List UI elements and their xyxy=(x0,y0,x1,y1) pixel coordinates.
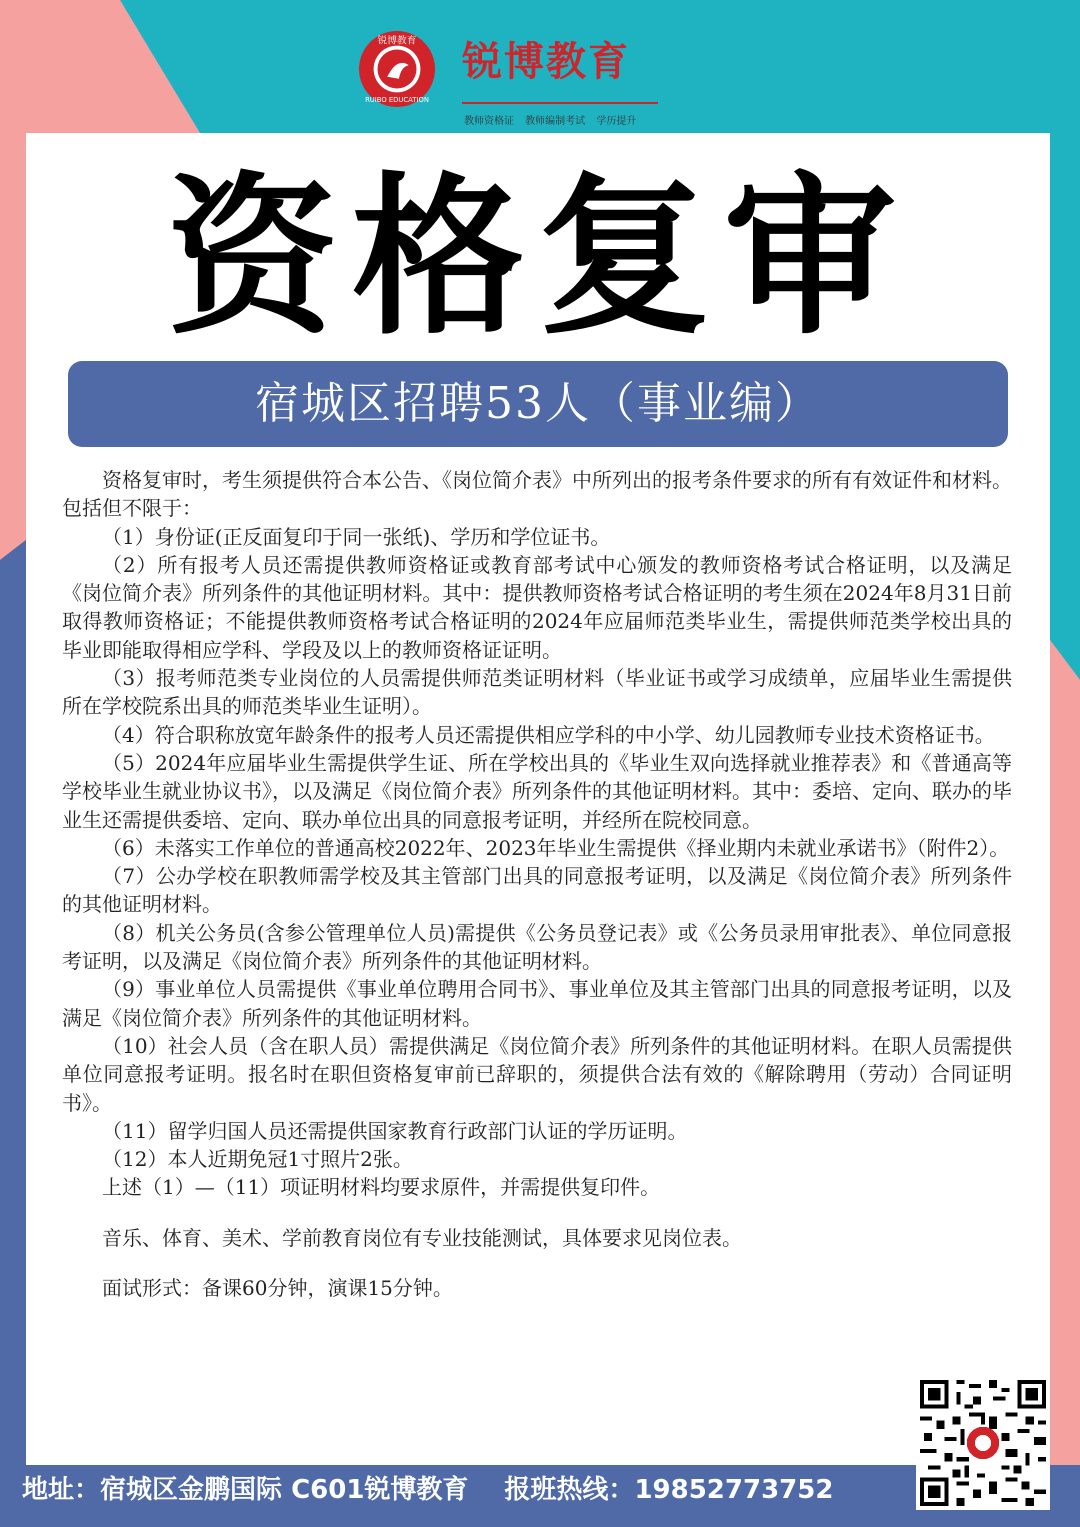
list-item: （1）身份证(正反面复印于同一张纸)、学历和学位证书。 xyxy=(102,524,611,549)
brand-tagline: 教师资格证 教师编制考试 学历提升 xyxy=(464,116,637,127)
page-title: 资格复审 xyxy=(166,157,910,358)
content-card xyxy=(26,133,1050,1465)
footer-contact xyxy=(22,1470,833,1510)
intro-paragraph: 资格复审时，考生须提供符合本公告、《岗位简介表》中所列出的报考条件要求的所有有效证件和材料。包括但不限于： xyxy=(62,468,1012,521)
list-item: （11）留学归国人员还需提供国家教育行政部门认证的学历证明。 xyxy=(102,1118,688,1143)
brand-name: 锐博教育 xyxy=(462,38,630,85)
list-item: （5）2024年应届毕业生需提供学生证、所在学校出具的《毕业生双向选择就业推荐表》和《普通高等学校毕业生就业协议书》，以及满足《岗位简介表》所列条件的其他证明材料。其中：委培、定向、联办的毕业生还需提供委培、定向、联办单位出具的同意报考证明，并经所在院校同意。 xyxy=(62,750,1012,832)
list-item: （4）符合职称放宽年龄条件的报考人员还需提供相应学科的中小学、幼儿园教师专业技术资格证书。 xyxy=(102,722,995,747)
list-item: （12）本人近期免冠1寸照片2张。 xyxy=(102,1147,413,1172)
list-item: （10）社会人员（含在职人员）需提供满足《岗位简介表》所列条件的其他证明材料。在职人员需提供单位同意报考证明。报名时在职但资格复审前已辞职的，须提供合法有效的《解除聘用（劳动）合同证明书》。 xyxy=(62,1033,1012,1115)
list-item: （6）未落实工作单位的普通高校2022年、2023年毕业生需提供《择业期内未就业承诺书》（附件2）。 xyxy=(102,835,1010,860)
list-item: （3）报考师范类专业岗位的人员需提供师范类证明材料（毕业证书或学习成绩单，应届毕业生需提供所在学校院系出具的师范类毕业生证明）。 xyxy=(62,666,1012,719)
address-label: 地址： xyxy=(22,1475,101,1505)
summary-paragraph: 上述（1）—（11）项证明材料均要求原件，并需提供复印件。 xyxy=(102,1175,661,1200)
requirements-text xyxy=(62,466,1012,1302)
list-item: （7）公办学校在职教师需学校及其主管部门出具的同意报考证明，以及满足《岗位简介表》所列条件的其他证明材料。 xyxy=(62,864,1012,917)
list-item: （9）事业单位人员需提供《事业单位聘用合同书》、事业单位及其主管部门出具的同意报考证明，以及满足《岗位简介表》所列条件的其他证明材料。 xyxy=(62,977,1012,1030)
list-item: （2）所有报考人员还需提供教师资格证或教育部考试中心颁发的教师资格考试合格证明，以及满足《岗位简介表》所列条件的其他证明材料。其中：提供教师资格考试合格证明的考生须在2024年8月31日前取得教师资格证；不能提供教师资格考试合格证明的2024年应届师范类毕业生，需提供师范类学校出具的毕业即能取得相应学科、学段及以上的教师资格证证明。 xyxy=(62,552,1012,662)
list-item: （8）机关公务员(含参公管理单位人员)需提供《公务员登记表》或《公务员录用审批表》、单位同意报考证明，以及满足《岗位简介表》所列条件的其他证明材料。 xyxy=(62,920,1012,974)
seal-top-text: 锐博教育 xyxy=(377,35,417,47)
seal-icon xyxy=(358,30,436,108)
qr-code-icon xyxy=(916,1376,1050,1510)
brand-underline xyxy=(462,102,658,104)
seal-ring-text: RUIBO EDUCATION xyxy=(365,96,429,105)
address-value: 宿城区金鹏国际 C601锐博教育 xyxy=(100,1475,469,1505)
interview-paragraph: 面试形式：备课60分钟，演课15分钟。 xyxy=(102,1276,453,1301)
phone-label: 报班热线： xyxy=(504,1475,635,1505)
phone-value[interactable]: 19852773752 xyxy=(634,1475,834,1505)
skill-test-paragraph: 音乐、体育、美术、学前教育岗位有专业技能测试，具体要求见岗位表。 xyxy=(102,1225,742,1250)
recruitment-banner: 宿城区招聘53人（事业编） xyxy=(68,361,1008,447)
